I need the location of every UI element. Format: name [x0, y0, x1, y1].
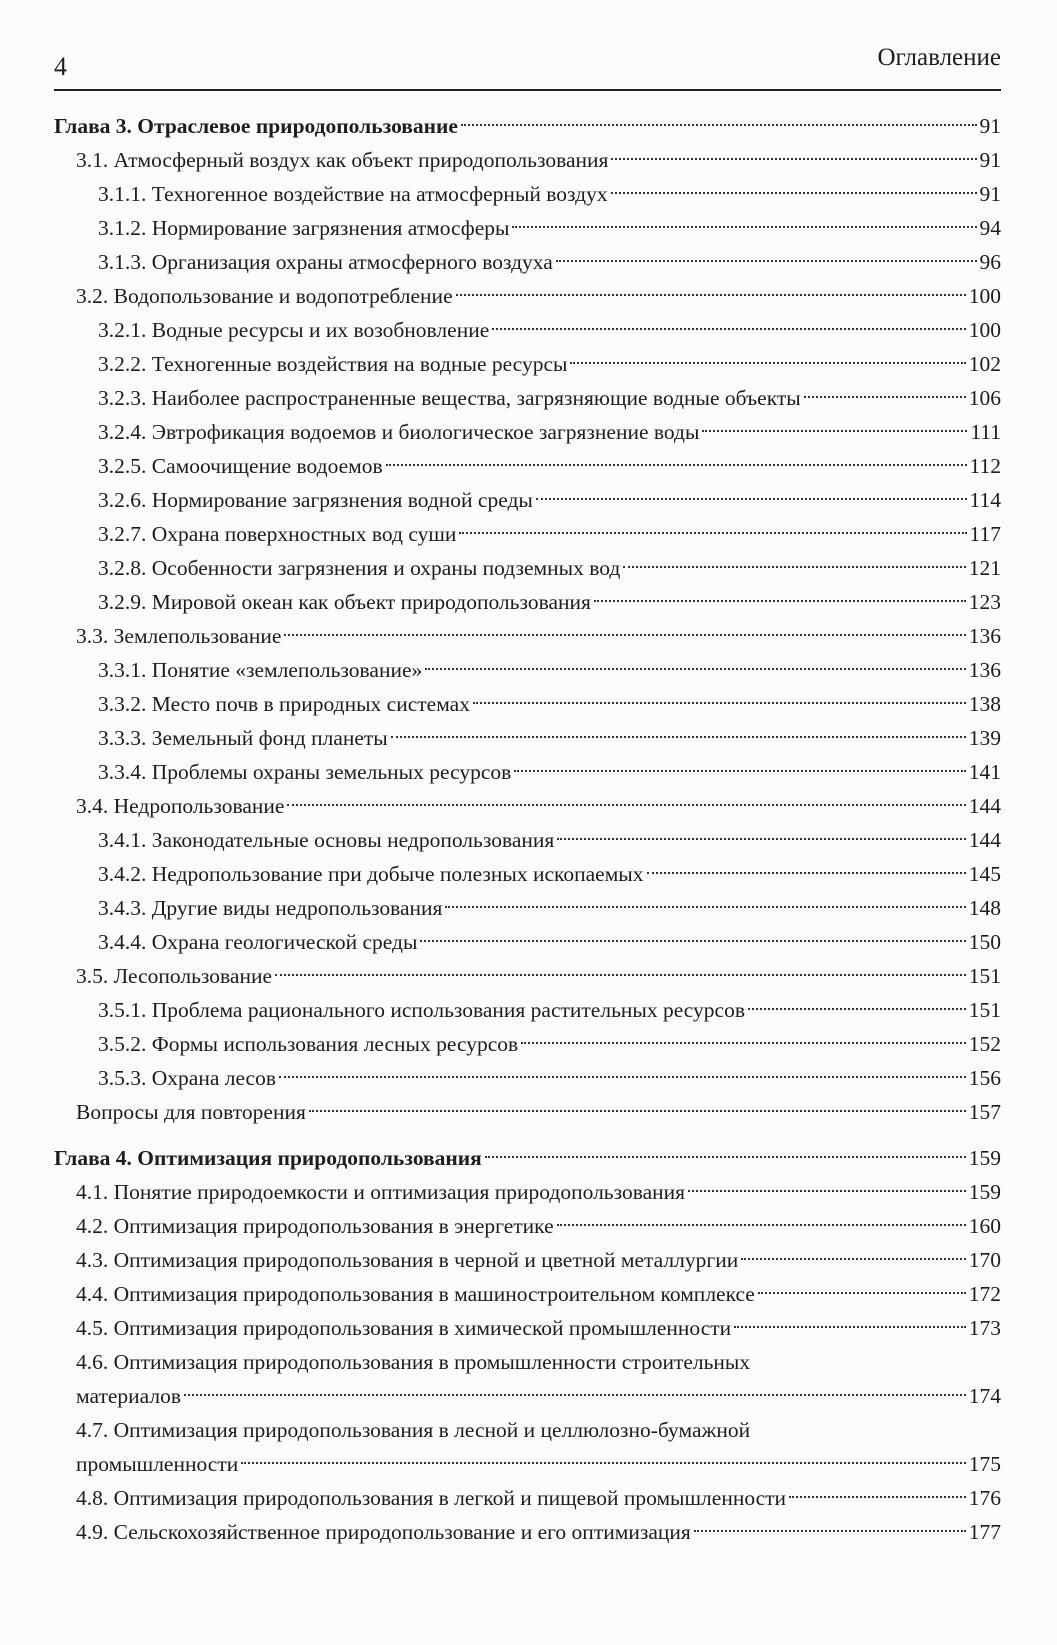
toc-entry — [54, 1243, 1001, 1277]
toc-chapter — [54, 1141, 1001, 1175]
toc-entry — [54, 449, 1001, 483]
toc-entry-title: 3.3.4. Проблемы охраны земельных ресурсов — [98, 760, 512, 784]
toc-entry-title: 4.3. Оптимизация природопользования в черной и цветной металлургии — [76, 1248, 739, 1272]
toc-entry — [54, 483, 1001, 517]
toc-entry — [54, 1061, 1001, 1095]
toc-page-number: 151 — [968, 998, 1001, 1022]
toc-page-number: 157 — [968, 1100, 1001, 1124]
toc-page-number: 91 — [979, 182, 1001, 206]
toc-page-number: 151 — [968, 964, 1001, 988]
toc-page-number: 112 — [969, 454, 1001, 478]
table-of-contents — [54, 109, 1001, 1549]
toc-page-number: 177 — [968, 1520, 1001, 1544]
toc-entry-title: 3.3.2. Место почв в природных системах — [98, 692, 470, 716]
toc-entry-title: 3.4.3. Другие виды недропользования — [98, 896, 443, 920]
toc-entry — [54, 823, 1001, 857]
toc-entry-title-continued: материалов — [76, 1384, 182, 1408]
toc-entry — [54, 415, 1001, 449]
toc-entry-title: 3.3.1. Понятие «землепользование» — [98, 658, 423, 682]
toc-entry-title: 3.2.1. Водные ресурсы и их возобновление — [98, 318, 490, 342]
toc-entry — [54, 1095, 1001, 1129]
toc-entry — [54, 381, 1001, 415]
toc-page-number: 106 — [968, 386, 1001, 410]
toc-entry-title: 3.2.8. Особенности загрязнения и охраны подземных вод — [98, 556, 621, 580]
toc-page-number: 102 — [968, 352, 1001, 376]
toc-page-number: 114 — [969, 488, 1001, 512]
dot-leader — [734, 1326, 966, 1328]
toc-entry — [54, 177, 1001, 211]
toc-entry — [54, 925, 1001, 959]
toc-entry — [54, 1481, 1001, 1515]
toc-entry-title: Глава 4. Оптимизация природопользования — [54, 1146, 482, 1170]
toc-entry — [54, 653, 1001, 687]
toc-entry — [54, 1345, 1001, 1379]
toc-entry — [54, 857, 1001, 891]
dot-leader — [184, 1394, 966, 1396]
toc-entry-title: 3.4.2. Недропользование при добыче полезных ископаемых — [98, 862, 644, 886]
toc-page-number: 176 — [968, 1486, 1001, 1510]
toc-entry-title: 3.4. Недропользование — [76, 794, 285, 818]
toc-entry-title: 3.1.3. Организация охраны атмосферного воздуха — [98, 250, 553, 274]
toc-entry-title: 4.7. Оптимизация природопользования в лесной и целлюлозно-бумажной — [76, 1418, 751, 1442]
toc-entry — [54, 143, 1001, 177]
dot-leader — [611, 158, 976, 160]
toc-entry-title: Глава 3. Отраслевое природопользование — [54, 114, 458, 138]
toc-entry-title: 4.5. Оптимизация природопользования в химической промышленности — [76, 1316, 732, 1340]
toc-entry — [54, 313, 1001, 347]
toc-entry — [54, 721, 1001, 755]
toc-page-number: 136 — [968, 658, 1001, 682]
dot-leader — [514, 770, 965, 772]
dot-leader — [284, 634, 965, 636]
toc-page-number: 175 — [968, 1452, 1001, 1476]
dot-leader — [473, 702, 966, 704]
toc-entry-title: 3.5. Лесопользование — [76, 964, 273, 988]
toc-page-number: 123 — [968, 590, 1001, 614]
dot-leader — [688, 1190, 966, 1192]
toc-entry — [54, 551, 1001, 585]
dot-leader — [694, 1530, 966, 1532]
toc-entry-continuation — [54, 1379, 1001, 1413]
running-title: Оглавление — [877, 44, 1001, 71]
dot-leader — [485, 1156, 966, 1158]
toc-entry-title: 3.2.9. Мировой океан как объект природопользования — [98, 590, 591, 614]
toc-page-number: 170 — [968, 1248, 1001, 1272]
toc-page-number: 91 — [979, 148, 1001, 172]
toc-entry-title: 3.5.2. Формы использования лесных ресурсов — [98, 1032, 519, 1056]
toc-page-number: 150 — [968, 930, 1001, 954]
toc-entry — [54, 959, 1001, 993]
toc-page-number: 159 — [968, 1180, 1001, 1204]
toc-entry-title: Вопросы для повторения — [76, 1100, 306, 1124]
toc-entry-title: 4.6. Оптимизация природопользования в промышленности строительных — [76, 1350, 751, 1374]
toc-entry — [54, 517, 1001, 551]
dot-leader — [758, 1292, 966, 1294]
dot-leader — [275, 974, 966, 976]
toc-page-number: 160 — [968, 1214, 1001, 1238]
toc-entry-title: 3.1. Атмосферный воздух как объект природопользования — [76, 148, 609, 172]
dot-leader — [741, 1258, 966, 1260]
toc-entry-title: 3.2.6. Нормирование загрязнения водной среды — [98, 488, 533, 512]
dot-leader — [420, 940, 965, 942]
toc-entry-title: 3.3. Землепользование — [76, 624, 282, 648]
toc-entry-title: 3.2.2. Техногенные воздействия на водные ресурсы — [98, 352, 568, 376]
dot-leader — [241, 1462, 966, 1464]
toc-entry — [54, 1209, 1001, 1243]
toc-entry-title: 4.2. Оптимизация природопользования в энергетике — [76, 1214, 554, 1238]
dot-leader — [445, 906, 965, 908]
toc-entry-title: 3.4.4. Охрана геологической среды — [98, 930, 418, 954]
toc-entry — [54, 211, 1001, 245]
toc-page-number: 145 — [968, 862, 1001, 886]
header-rule — [54, 89, 1001, 91]
toc-entry — [54, 1515, 1001, 1549]
dot-leader — [536, 498, 967, 500]
toc-entry-title-continued: промышленности — [76, 1452, 239, 1476]
toc-page-number: 117 — [969, 522, 1001, 546]
toc-entry — [54, 1175, 1001, 1209]
dot-leader — [492, 328, 965, 330]
toc-page-number: 159 — [968, 1146, 1001, 1170]
dot-leader — [748, 1008, 966, 1010]
dot-leader — [521, 1042, 966, 1044]
toc-page-number: 121 — [968, 556, 1001, 580]
dot-leader — [386, 464, 967, 466]
toc-page-number: 174 — [968, 1384, 1001, 1408]
toc-entry — [54, 245, 1001, 279]
toc-page-number: 173 — [968, 1316, 1001, 1340]
dot-leader — [557, 1224, 966, 1226]
toc-entry-title: 4.8. Оптимизация природопользования в легкой и пищевой промышленности — [76, 1486, 787, 1510]
toc-entry — [54, 279, 1001, 313]
toc-page-number: 172 — [968, 1282, 1001, 1306]
toc-entry — [54, 1277, 1001, 1311]
dot-leader — [702, 430, 967, 432]
toc-entry-title: 3.1.1. Техногенное воздействие на атмосферный воздух — [98, 182, 608, 206]
toc-page-number: 152 — [968, 1032, 1001, 1056]
toc-page-number: 94 — [979, 216, 1001, 240]
toc-page-number: 136 — [968, 624, 1001, 648]
toc-entry-title: 3.2. Водопользование и водопотребление — [76, 284, 453, 308]
toc-page-number: 111 — [970, 420, 1001, 444]
toc-page-number: 144 — [968, 794, 1001, 818]
dot-leader — [459, 532, 966, 534]
dot-leader — [804, 396, 966, 398]
toc-page-number: 144 — [968, 828, 1001, 852]
dot-leader — [461, 124, 977, 126]
toc-page-number: 138 — [968, 692, 1001, 716]
toc-entry-title: 3.2.5. Самоочищение водоемов — [98, 454, 383, 478]
toc-entry-title: 3.2.4. Эвтрофикация водоемов и биологическое загрязнение воды — [98, 420, 700, 444]
dot-leader — [557, 838, 965, 840]
toc-entry — [54, 1027, 1001, 1061]
toc-entry — [54, 585, 1001, 619]
dot-leader — [647, 872, 966, 874]
toc-entry — [54, 755, 1001, 789]
toc-entry-continuation — [54, 1447, 1001, 1481]
toc-entry-title: 3.5.3. Охрана лесов — [98, 1066, 276, 1090]
page-number: 4 — [54, 52, 67, 81]
toc-page-number: 156 — [968, 1066, 1001, 1090]
dot-leader — [556, 260, 977, 262]
dot-leader — [512, 226, 976, 228]
toc-page-number: 139 — [968, 726, 1001, 750]
dot-leader — [279, 1076, 966, 1078]
dot-leader — [456, 294, 966, 296]
dot-leader — [309, 1110, 966, 1112]
dot-leader — [570, 362, 965, 364]
toc-entry — [54, 687, 1001, 721]
toc-entry-title: 3.5.1. Проблема рационального использования растительных ресурсов — [98, 998, 745, 1022]
toc-entry-title: 4.1. Понятие природоемкости и оптимизация природопользования — [76, 1180, 686, 1204]
toc-page-number: 100 — [968, 284, 1001, 308]
dot-leader — [789, 1496, 966, 1498]
toc-entry — [54, 891, 1001, 925]
toc-page-number: 148 — [968, 896, 1001, 920]
toc-entry-title: 3.3.3. Земельный фонд планеты — [98, 726, 388, 750]
toc-entry — [54, 619, 1001, 653]
toc-entry-title: 3.2.3. Наиболее распространенные вещества, загрязняющие водные объекты — [98, 386, 801, 410]
dot-leader — [391, 736, 966, 738]
toc-entry — [54, 993, 1001, 1027]
toc-entry — [54, 1413, 1001, 1447]
toc-entry-title: 3.4.1. Законодательные основы недропользования — [98, 828, 555, 852]
toc-entry-title: 4.9. Сельскохозяйственное природопользование и его оптимизация — [76, 1520, 691, 1544]
toc-entry-title: 3.2.7. Охрана поверхностных вод суши — [98, 522, 457, 546]
toc-entry-title: 4.4. Оптимизация природопользования в машиностроительном комплексе — [76, 1282, 755, 1306]
toc-page-number: 100 — [968, 318, 1001, 342]
dot-leader — [594, 600, 966, 602]
dot-leader — [623, 566, 965, 568]
toc-page-number: 141 — [968, 760, 1001, 784]
toc-entry — [54, 789, 1001, 823]
toc-page-number: 96 — [979, 250, 1001, 274]
toc-page-number: 91 — [979, 114, 1001, 138]
dot-leader — [287, 804, 965, 806]
toc-entry — [54, 1311, 1001, 1345]
toc-entry-title: 3.1.2. Нормирование загрязнения атмосферы — [98, 216, 510, 240]
dot-leader — [611, 192, 977, 194]
toc-chapter — [54, 109, 1001, 143]
toc-entry — [54, 347, 1001, 381]
dot-leader — [425, 668, 966, 670]
